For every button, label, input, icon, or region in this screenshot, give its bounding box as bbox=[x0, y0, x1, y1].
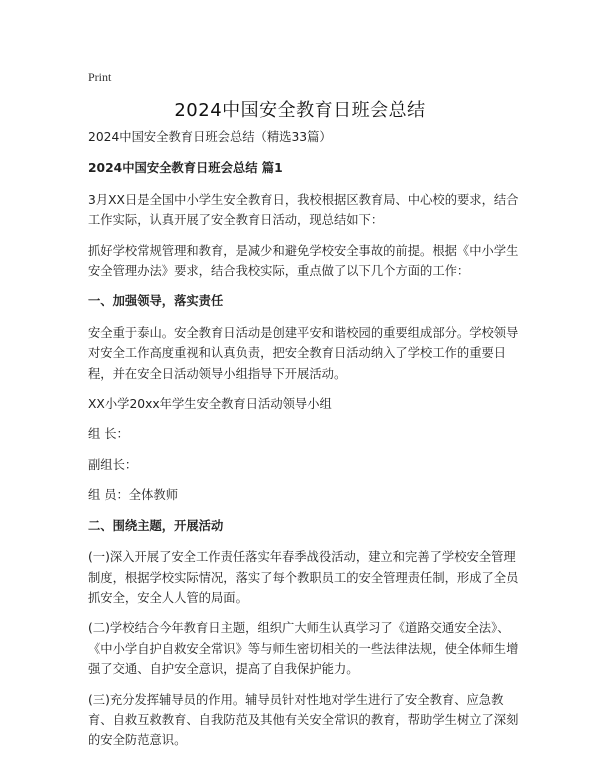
paragraph: (一)深入开展了安全工作责任落实年春季战役活动，建立和完善了学校安全管理制度，根据学校实际情况，落实了每个教职员工的安全管理责任制，形成了全员抓安全，安全人人管的局面。 bbox=[88, 550, 519, 605]
article-subtitle: 2024中国安全教育日班会总结（精选33篇） bbox=[88, 130, 332, 144]
paragraph: 安全重于泰山。安全教育日活动是创建平安和谐校园的重要组成部分。学校领导对安全工作高度重视和认真负责，把安全教育日活动纳入了学校工作的重要日程，并在安全日活动领导小组指导下开展活动。 bbox=[88, 325, 519, 381]
section-heading: 二、围绕主题，开展活动 bbox=[88, 518, 224, 533]
article-heading: 2024中国安全教育日班会总结 篇1 bbox=[88, 161, 283, 176]
page-title: 2024中国安全教育日班会总结 bbox=[174, 100, 426, 121]
paragraph: (二)学校结合今年教育日主题，组织广大师生认真学习了《道路交通安全法》、《中小学自护自救安全常识》等与师生密切相关的一些法律法规，使全体师生增强了交通、自护安全意识，提高了自我保护能力。 bbox=[88, 621, 519, 677]
paragraph: XX小学20xx年学生安全教育日活动领导小组 bbox=[88, 397, 332, 412]
paragraph: 副组长： bbox=[88, 457, 138, 472]
paragraph: 组 员：全体教师 bbox=[88, 488, 178, 503]
section-heading: 一、加强领导，落实责任 bbox=[88, 294, 224, 309]
print-link[interactable]: Print bbox=[88, 70, 112, 84]
paragraph: 抓好学校常规管理和教育，是减少和避免学校安全事故的前提。根据《中小学生安全管理办法》要求，结合我校实际，重点做了以下几个方面的工作： bbox=[88, 243, 519, 279]
paragraph: 组 长： bbox=[88, 427, 129, 442]
paragraph: (三)充分发挥辅导员的作用。辅导员针对性地对学生进行了安全教育、应急教育、自救互救教育、自我防范及其他有关安全常识的教育，帮助学生树立了深刻的安全防范意识。 bbox=[88, 692, 519, 748]
article-body bbox=[88, 127, 524, 761]
paragraph: 3月XX日是全国中小学生安全教育日，我校根据区教育局、中心校的要求，结合工作实际，认真开展了安全教育日活动，现总结如下： bbox=[88, 192, 519, 228]
